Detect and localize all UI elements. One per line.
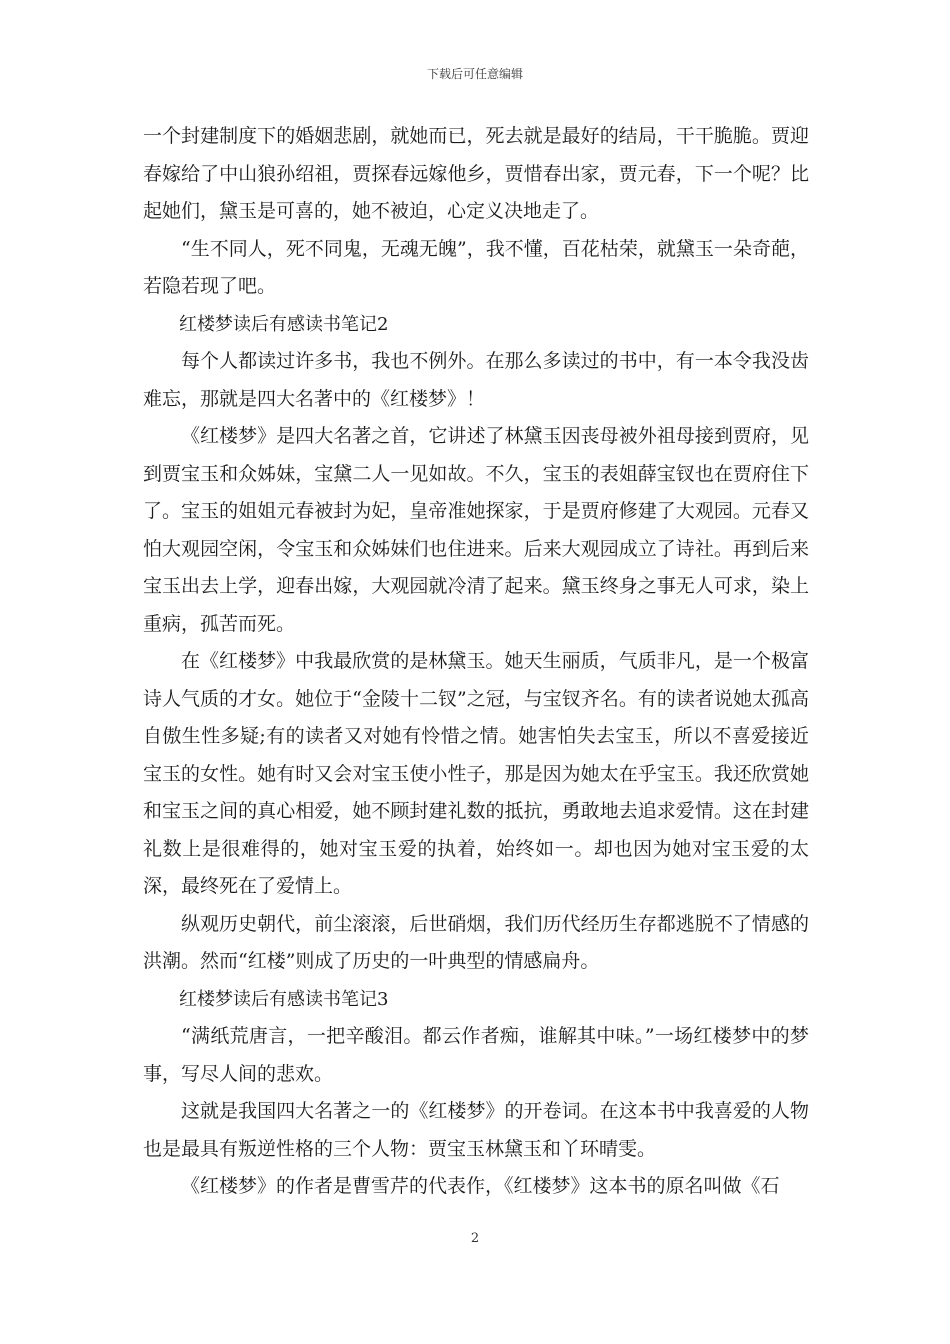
page-header: 下载后可任意编辑 (426, 67, 523, 81)
paragraph: 一个封建制度下的婚姻悲剧，就她而已，死去就是最好的结局，干干脆脆。贾迎春嫁给了中山狼孙绍祖，贾探春远嫁他乡，贾惜春出家，贾元春，下一个呢？比起她们，黛玉是可喜的，她不被迫，心定义决地走了。 (143, 125, 809, 222)
section-heading: 红楼梦读后有感读书笔记3 (179, 988, 389, 1010)
paragraph: 《红楼梦》是四大名著之首，它讲述了林黛玉因丧母被外祖母接到贾府，见到贾宝玉和众姊妹，宝黛二人一见如故。不久，宝玉的表姐薛宝钗也在贾府住下了。宝玉的姐姐元春被封为妃，皇帝准她探家，于是贾府修建了大观园。元春又怕大观园空闲，令宝玉和众姊妹们也住进来。后来大观园成立了诗社。再到后来宝玉出去上学，迎春出嫁，大观园就冷清了起来。黛玉终身之事无人可求，染上重病，孤苦而死。 (143, 425, 809, 635)
paragraph: 这就是我国四大名著之一的《红楼梦》的开卷词。在这本书中我喜爱的人物也是最具有叛逆性格的三个人物：贾宝玉林黛玉和丫环晴雯。 (143, 1100, 809, 1160)
page-number: 2 (470, 1231, 480, 1246)
paragraph: 《红楼梦》的作者是曹雪芹的代表作，《红楼梦》这本书的原名叫做《石 (181, 1175, 780, 1197)
paragraph: “满纸荒唐言，一把辛酸泪。都云作者痴，谁解其中味。”一场红楼梦中的梦事，写尽人间的悲欢。 (143, 1025, 809, 1085)
document-body (143, 118, 809, 1206)
paragraph: 纵观历史朝代，前尘滚滚，后世硝烟，我们历代经历生存都逃脱不了情感的洪潮。然而“红楼”则成了历史的一叶典型的情感扁舟。 (143, 912, 809, 972)
section-heading: 红楼梦读后有感读书笔记2 (179, 313, 389, 335)
paragraph: 在《红楼梦》中我最欣赏的是林黛玉。她天生丽质，气质非凡，是一个极富诗人气质的才女。她位于“金陵十二钗”之冠，与宝钗齐名。有的读者说她太孤高自傲生性多疑;有的读者又对她有怜惜之情。她害怕失去宝玉，所以不喜爱接近宝玉的女性。她有时又会对宝玉使小性子，那是因为她太在乎宝玉。我还欣赏她和宝玉之间的真心相爱，她不顾封建礼数的抵抗，勇敢地去追求爱情。这在封建礼数上是很难得的，她对宝玉爱的执着，始终如一。却也因为她对宝玉爱的太深，最终死在了爱情上。 (143, 650, 809, 897)
paragraph: “生不同人，死不同鬼，无魂无魄”，我不懂，百花枯荣，就黛玉一朵奇葩，若隐若现了吧。 (143, 237, 809, 297)
paragraph: 每个人都读过许多书，我也不例外。在那么多读过的书中，有一本令我没齿难忘，那就是四大名著中的《红楼梦》！ (143, 350, 809, 410)
